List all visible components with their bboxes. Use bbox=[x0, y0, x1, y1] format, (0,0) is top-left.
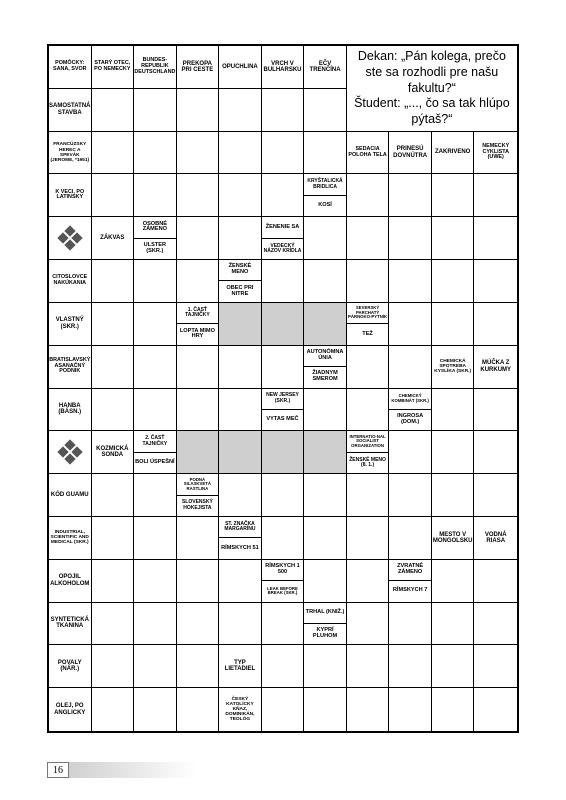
answer-cell[interactable] bbox=[389, 431, 432, 474]
answer-cell[interactable] bbox=[304, 645, 347, 688]
clue-text: KOSÍ bbox=[304, 195, 346, 216]
answer-cell[interactable] bbox=[219, 389, 262, 432]
answer-cell[interactable] bbox=[92, 346, 135, 389]
answer-cell[interactable] bbox=[347, 346, 390, 389]
answer-cell[interactable] bbox=[432, 603, 475, 646]
clue-text: KÓD GUAMU bbox=[50, 491, 89, 498]
answer-cell[interactable] bbox=[177, 346, 220, 389]
clue-text: OPOJIL ALKOHOLOM bbox=[50, 574, 90, 587]
answer-cell[interactable] bbox=[432, 688, 475, 731]
clue-text: ŽENENIE SA bbox=[265, 223, 300, 230]
clue-text: PREKOPA PRI CESTE bbox=[181, 60, 214, 73]
answer-cell[interactable] bbox=[389, 603, 432, 646]
answer-cell[interactable] bbox=[304, 517, 347, 560]
clue-text: SLOVENSKÝ HOKEJISTA bbox=[177, 495, 219, 516]
answer-cell[interactable] bbox=[347, 560, 390, 603]
answer-cell[interactable] bbox=[134, 389, 177, 432]
clue-cell bbox=[49, 688, 92, 731]
clue-text: ŽENSKÉ MENO (8. 1.) bbox=[347, 452, 389, 473]
clue-cell bbox=[49, 389, 92, 432]
answer-cell[interactable] bbox=[474, 560, 517, 603]
answer-cell[interactable] bbox=[474, 303, 517, 346]
answer-cell[interactable] bbox=[262, 645, 305, 688]
joke-line-dean: Dekan: „Pán kolega, prečo ste sa rozhodli pre našu fakultu?“ bbox=[357, 49, 506, 95]
clue-text: BOLI ÚSPEŠNÍ bbox=[134, 452, 176, 473]
answer-cell[interactable] bbox=[219, 174, 262, 217]
answer-cell[interactable] bbox=[389, 517, 432, 560]
clue-text: RÍMSKYCH 7 bbox=[389, 580, 431, 601]
answer-cell[interactable] bbox=[432, 174, 475, 217]
answer-cell[interactable] bbox=[347, 688, 390, 731]
answer-cell[interactable] bbox=[92, 303, 135, 346]
answer-cell[interactable] bbox=[347, 260, 390, 303]
clue-cell bbox=[49, 260, 92, 303]
answer-cell[interactable] bbox=[134, 174, 177, 217]
clue-text: POVALY (NÁR.) bbox=[57, 659, 82, 673]
clue-cell bbox=[432, 517, 475, 560]
answer-cell[interactable] bbox=[134, 303, 177, 346]
crossword-grid bbox=[47, 44, 519, 733]
answer-cell[interactable] bbox=[134, 132, 177, 175]
answer-cell[interactable] bbox=[219, 217, 262, 260]
answer-cell[interactable] bbox=[432, 260, 475, 303]
answer-cell[interactable] bbox=[262, 260, 305, 303]
answer-cell[interactable] bbox=[134, 517, 177, 560]
clue-text: INGROSA (DOM.) bbox=[389, 409, 431, 430]
answer-cell[interactable] bbox=[177, 389, 220, 432]
split-clue-cell bbox=[219, 260, 262, 303]
answer-cell[interactable] bbox=[92, 132, 135, 175]
answer-cell[interactable] bbox=[92, 474, 135, 517]
clue-text: LOPTA MIMO HRY bbox=[177, 323, 219, 344]
clue-text: CITOSLOVCE NAKÚKANIA bbox=[52, 274, 88, 286]
clue-text: SAMOSTATNÁ STAVBA bbox=[49, 103, 91, 116]
answer-cell[interactable] bbox=[474, 688, 517, 731]
clue-text: PODNÁ SILASKVETÁ RASTLINA bbox=[183, 476, 211, 491]
answer-cell[interactable] bbox=[177, 560, 220, 603]
clue-text: TEŽ bbox=[347, 323, 389, 344]
clue-cell bbox=[49, 174, 92, 217]
split-clue-cell bbox=[262, 217, 305, 260]
clue-cell bbox=[219, 645, 262, 688]
answer-cell[interactable] bbox=[219, 132, 262, 175]
answer-cell[interactable] bbox=[304, 560, 347, 603]
clue-text: FRANCÚZSKY HEREC A SPEVÁK (JEROME, *1951) bbox=[50, 142, 90, 163]
clue-text: HANBA (BÁSN.) bbox=[58, 403, 82, 416]
answer-cell[interactable] bbox=[304, 474, 347, 517]
clue-text: KYPRÍ PLUHOM bbox=[304, 623, 346, 644]
answer-cell[interactable] bbox=[432, 645, 475, 688]
clue-text: LEAK BEFORE BREAK (SKR.) bbox=[262, 580, 304, 601]
answer-cell[interactable] bbox=[389, 260, 432, 303]
answer-cell[interactable] bbox=[177, 174, 220, 217]
clue-text: TRHAL (KNIŽ.) bbox=[305, 608, 345, 615]
answer-cell[interactable] bbox=[92, 603, 135, 646]
answer-cell[interactable] bbox=[347, 217, 390, 260]
clue-text: MESTO V MONGOLSKU bbox=[432, 531, 473, 544]
clue-text: BRATISLAVSKÝ ASANAČNÝ PODNIK bbox=[49, 357, 91, 375]
answer-cell[interactable] bbox=[219, 89, 262, 132]
answer-cell[interactable] bbox=[134, 688, 177, 731]
answer-cell[interactable] bbox=[177, 132, 220, 175]
answer-cell[interactable] bbox=[134, 560, 177, 603]
answer-cell[interactable] bbox=[304, 260, 347, 303]
clue-text: CHEMICKÁ SPOTREBA KYSLÍKA (SKR.) bbox=[434, 359, 472, 375]
clue-text: OBEC PRI NITRE bbox=[219, 280, 261, 301]
clue-text: INTERNATIO-NAL SOCIALIST ORGANIZATION bbox=[349, 433, 386, 448]
clue-text: ULSTER (SKR.) bbox=[134, 238, 176, 259]
clue-text: ČESKÝ KATOLÍCKY KŇAZ, DOMINIKÁN, TEOLÓG bbox=[225, 697, 255, 723]
clue-text: 1. ČASŤ TAJNIČKY bbox=[185, 306, 210, 319]
answer-cell[interactable] bbox=[177, 517, 220, 560]
answer-cell[interactable] bbox=[304, 89, 347, 132]
answer-cell[interactable] bbox=[262, 517, 305, 560]
answer-cell[interactable] bbox=[432, 303, 475, 346]
clue-text: ZVRATNÉ ZÁMENO bbox=[397, 563, 424, 575]
split-clue-cell bbox=[389, 389, 432, 432]
clue-text: ZÁKVAS bbox=[100, 235, 125, 241]
diamond-icon bbox=[49, 217, 92, 260]
clue-text: INDUSTRIAL, SCIENTIFIC AND MEDICAL (SKR.) bbox=[50, 530, 89, 546]
split-clue-cell bbox=[304, 346, 347, 389]
answer-cell[interactable] bbox=[134, 89, 177, 132]
answer-cell[interactable] bbox=[262, 174, 305, 217]
split-clue-cell bbox=[262, 560, 305, 603]
clue-text: OLEJ, PO ANGLICKY bbox=[54, 703, 86, 716]
answer-cell[interactable] bbox=[134, 474, 177, 517]
joke-line-student: Študent: „..., čo sa tak hlúpo pýtaš?“ bbox=[354, 96, 510, 126]
answer-cell[interactable] bbox=[347, 474, 390, 517]
answer-cell[interactable] bbox=[474, 260, 517, 303]
clue-text: SEDACIA POLOHA TELA bbox=[348, 145, 387, 158]
answer-cell[interactable] bbox=[92, 645, 135, 688]
page-number: 16 bbox=[47, 762, 69, 778]
clue-text: KOZMICKÁ SONDA bbox=[96, 445, 129, 459]
split-clue-cell bbox=[177, 303, 220, 346]
answer-cell[interactable] bbox=[262, 132, 305, 175]
clue-text: OSOBNÉ ZÁMENO bbox=[142, 220, 167, 233]
answer-cell[interactable] bbox=[474, 217, 517, 260]
clue-cell bbox=[474, 132, 517, 175]
clue-text: POMÔCKY: SANA, SVOR bbox=[52, 60, 87, 72]
answer-cell[interactable] bbox=[92, 89, 135, 132]
answer-cell[interactable] bbox=[92, 560, 135, 603]
split-clue-cell bbox=[134, 431, 177, 474]
clue-cell bbox=[474, 517, 517, 560]
clue-cell bbox=[49, 603, 92, 646]
clue-text: SEVERSKÝ PARCHATÝ PÁRNOKO-PYTNÍK bbox=[348, 305, 388, 320]
answer-cell[interactable] bbox=[177, 645, 220, 688]
shaded-cell bbox=[262, 303, 305, 346]
clue-cell bbox=[49, 46, 92, 89]
answer-cell[interactable] bbox=[432, 474, 475, 517]
answer-cell[interactable] bbox=[389, 474, 432, 517]
answer-cell[interactable] bbox=[347, 174, 390, 217]
answer-cell[interactable] bbox=[262, 603, 305, 646]
answer-cell[interactable] bbox=[92, 260, 135, 303]
answer-cell[interactable] bbox=[389, 217, 432, 260]
clue-text: K VECI, PO LATINSKY bbox=[55, 188, 85, 201]
answer-cell[interactable] bbox=[347, 603, 390, 646]
answer-cell[interactable] bbox=[219, 560, 262, 603]
answer-cell[interactable] bbox=[432, 431, 475, 474]
answer-cell[interactable] bbox=[474, 603, 517, 646]
answer-cell[interactable] bbox=[219, 474, 262, 517]
answer-cell[interactable] bbox=[177, 217, 220, 260]
clue-text: NEW JERSEY (SKR.) bbox=[266, 392, 299, 404]
shaded-cell bbox=[304, 303, 347, 346]
answer-cell[interactable] bbox=[92, 688, 135, 731]
answer-cell[interactable] bbox=[474, 174, 517, 217]
shaded-cell bbox=[219, 431, 262, 474]
answer-cell[interactable] bbox=[389, 174, 432, 217]
clue-text: MÚČKA Z KURKUMY bbox=[480, 360, 512, 373]
answer-cell[interactable] bbox=[347, 645, 390, 688]
clue-text: PRINESÚ DOVNÚTRA bbox=[393, 146, 428, 159]
shaded-cell bbox=[262, 431, 305, 474]
answer-cell[interactable] bbox=[432, 560, 475, 603]
answer-cell[interactable] bbox=[134, 346, 177, 389]
split-clue-cell bbox=[219, 517, 262, 560]
answer-cell[interactable] bbox=[134, 603, 177, 646]
answer-cell[interactable] bbox=[92, 517, 135, 560]
clue-text: RÍMSKYCH 51 bbox=[219, 537, 261, 558]
split-clue-cell bbox=[347, 303, 390, 346]
clue-cell bbox=[389, 132, 432, 175]
answer-cell[interactable] bbox=[262, 89, 305, 132]
clue-cell bbox=[92, 431, 135, 474]
shaded-cell bbox=[177, 431, 220, 474]
answer-cell[interactable] bbox=[474, 431, 517, 474]
clue-text: SYNTETICKÁ TKANINA bbox=[50, 617, 89, 630]
clue-cell bbox=[474, 346, 517, 389]
answer-cell[interactable] bbox=[262, 346, 305, 389]
split-clue-cell bbox=[347, 431, 390, 474]
answer-cell[interactable] bbox=[474, 474, 517, 517]
answer-cell[interactable] bbox=[304, 217, 347, 260]
clue-text: KRYŠTALICKÁ BRIDLICA bbox=[307, 178, 343, 190]
clue-text: VRCH V BULHARSKU bbox=[263, 60, 302, 73]
answer-cell[interactable] bbox=[474, 645, 517, 688]
clue-cell bbox=[49, 474, 92, 517]
split-clue-cell bbox=[304, 174, 347, 217]
answer-cell[interactable] bbox=[474, 389, 517, 432]
answer-cell[interactable] bbox=[219, 603, 262, 646]
clue-text: 2. ČASŤ TAJNIČKY bbox=[142, 435, 168, 447]
clue-text: TYP LIETADIEL bbox=[224, 659, 256, 673]
clue-text: CHEMICKÝ KOMBINÁT (SKR.) bbox=[391, 393, 429, 403]
answer-cell[interactable] bbox=[262, 474, 305, 517]
answer-cell[interactable] bbox=[389, 688, 432, 731]
answer-cell[interactable] bbox=[347, 389, 390, 432]
clue-text: NEMECKÝ CYKLISTA (UWE) bbox=[482, 143, 510, 161]
clue-text: ŽIADNYM SMEROM bbox=[304, 366, 346, 387]
clue-cell bbox=[49, 517, 92, 560]
clue-cell bbox=[177, 46, 220, 89]
clue-text: VEDECKÝ NÁZOV KRÍDLA bbox=[262, 238, 304, 259]
answer-cell[interactable] bbox=[134, 645, 177, 688]
clue-text: EČV TRENČÍNA bbox=[309, 60, 341, 73]
clue-text: ŽENSKÉ MENO bbox=[228, 263, 252, 276]
clue-cell bbox=[432, 132, 475, 175]
clue-cell bbox=[219, 688, 262, 731]
answer-cell[interactable] bbox=[304, 688, 347, 731]
split-clue-cell bbox=[304, 603, 347, 646]
answer-cell[interactable] bbox=[304, 389, 347, 432]
clue-cell bbox=[49, 645, 92, 688]
clue-cell bbox=[304, 46, 347, 89]
clue-cell bbox=[92, 217, 135, 260]
answer-cell[interactable] bbox=[347, 517, 390, 560]
split-clue-cell bbox=[177, 474, 220, 517]
split-clue-cell bbox=[134, 217, 177, 260]
answer-cell[interactable] bbox=[389, 303, 432, 346]
clue-text: ZAKRIVENO bbox=[435, 149, 471, 156]
answer-cell[interactable] bbox=[177, 89, 220, 132]
answer-cell[interactable] bbox=[432, 389, 475, 432]
clue-cell bbox=[134, 46, 177, 89]
answer-cell[interactable] bbox=[177, 603, 220, 646]
clue-cell bbox=[49, 346, 92, 389]
answer-cell[interactable] bbox=[262, 688, 305, 731]
clue-cell bbox=[262, 46, 305, 89]
clue-text: OPUCHLINA bbox=[222, 63, 258, 70]
split-clue-cell bbox=[262, 389, 305, 432]
answer-cell[interactable] bbox=[92, 389, 135, 432]
clue-cell bbox=[49, 89, 92, 132]
answer-cell[interactable] bbox=[389, 645, 432, 688]
answer-cell[interactable] bbox=[177, 688, 220, 731]
answer-cell[interactable] bbox=[219, 346, 262, 389]
answer-cell[interactable] bbox=[389, 346, 432, 389]
shaded-cell bbox=[219, 303, 262, 346]
clue-text: VYTAS MEČ bbox=[262, 409, 304, 430]
clue-text: VLASTNÝ (SKR.) bbox=[55, 317, 84, 330]
page-footer-bar bbox=[47, 762, 197, 778]
joke-box bbox=[347, 46, 517, 132]
clue-cell bbox=[347, 132, 390, 175]
split-clue-cell bbox=[389, 560, 432, 603]
clue-text: AUTONÓMNA ÚNIA bbox=[306, 349, 344, 361]
answer-cell[interactable] bbox=[177, 260, 220, 303]
clue-text: STARÝ OTEC, PO NEMECKY bbox=[94, 60, 131, 72]
clue-text: VODNÁ RIASA bbox=[484, 531, 507, 544]
answer-cell[interactable] bbox=[92, 174, 135, 217]
answer-cell[interactable] bbox=[134, 260, 177, 303]
answer-cell[interactable] bbox=[304, 132, 347, 175]
shaded-cell bbox=[304, 431, 347, 474]
clue-cell bbox=[49, 560, 92, 603]
clue-cell bbox=[432, 346, 475, 389]
clue-cell bbox=[49, 132, 92, 175]
clue-text: BUNDES-REPUBLIK DEUTSCHLAND bbox=[134, 57, 176, 75]
clue-cell bbox=[49, 303, 92, 346]
clue-text: ST. ZNAČKA MARGARÍNU bbox=[224, 520, 256, 533]
answer-cell[interactable] bbox=[432, 217, 475, 260]
clue-cell bbox=[92, 46, 135, 89]
clue-cell bbox=[219, 46, 262, 89]
clue-text: RÍMSKYCH 1 500 bbox=[265, 563, 300, 575]
diamond-icon bbox=[49, 431, 92, 474]
